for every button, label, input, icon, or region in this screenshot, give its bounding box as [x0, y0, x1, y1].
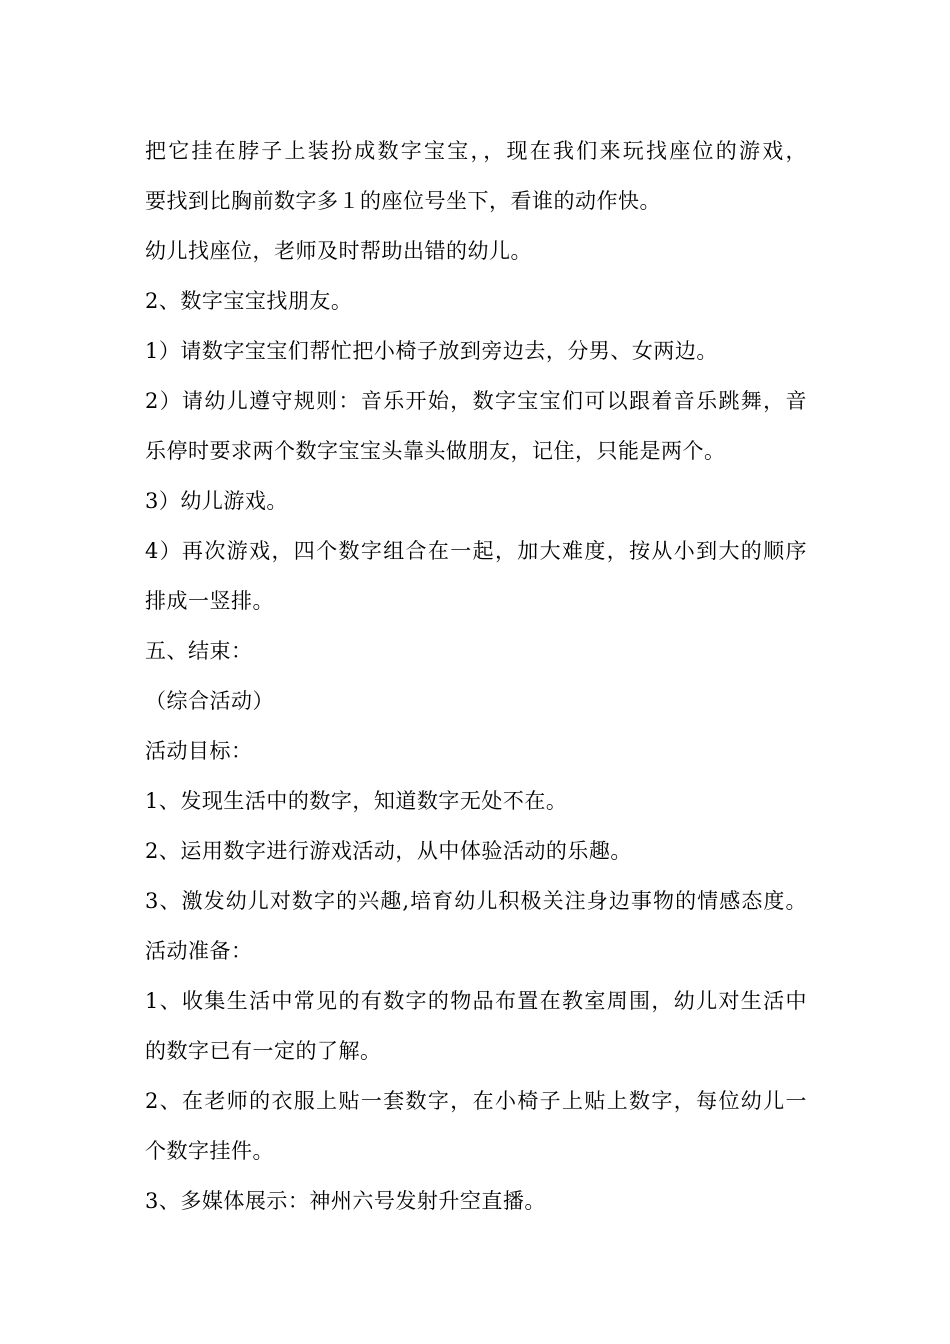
text-line: 3、激发幼儿对数字的兴趣,培育幼儿积极关注身边事物的情感态度。 — [145, 889, 807, 913]
text-line: 个数字挂件。 — [145, 1139, 274, 1163]
text-line: 1、收集生活中常见的有数字的物品布置在教室周围，幼儿对生活中 — [145, 989, 807, 1013]
text-line: 排成一竖排。 — [145, 589, 274, 613]
text-line: 1）请数字宝宝们帮忙把小椅子放到旁边去，分男、女两边。 — [145, 339, 718, 363]
section-heading: 五、结束： — [145, 639, 253, 663]
text-line: 1、发现生活中的数字，知道数字无处不在。 — [145, 789, 568, 813]
text-line: 乐停时要求两个数字宝宝头靠头做朋友，记住，只能是两个。 — [145, 439, 726, 463]
text-line: 的数字已有一定的了解。 — [145, 1039, 382, 1063]
section-heading: 活动目标： — [145, 739, 253, 763]
text-line: 要找到比胸前数字多１的座位号坐下，看谁的动作快。 — [145, 189, 661, 213]
text-line: 2、数字宝宝找朋友。 — [145, 289, 353, 313]
text-line: 2、运用数字进行游戏活动，从中体验活动的乐趣。 — [145, 839, 632, 863]
text-line: 2、在老师的衣服上贴一套数字，在小椅子上贴上数字，每位幼儿一 — [145, 1089, 807, 1113]
text-line: 4）再次游戏，四个数字组合在一起，加大难度，按从小到大的顺序 — [145, 539, 807, 563]
text-line: 3）幼儿游戏。 — [145, 489, 288, 513]
text-line: 幼儿找座位，老师及时帮助出错的幼儿。 — [145, 239, 532, 263]
section-heading: 活动准备： — [145, 939, 253, 963]
text-line: 3、多媒体展示：神州六号发射升空直播。 — [145, 1189, 546, 1213]
text-line: 2）请幼儿遵守规则：音乐开始，数字宝宝们可以跟着音乐跳舞，音 — [145, 389, 807, 413]
section-heading: （综合活动） — [145, 689, 274, 713]
text-line: 把它挂在脖子上装扮成数字宝宝，，现在我们来玩找座位的游戏， — [145, 139, 807, 163]
